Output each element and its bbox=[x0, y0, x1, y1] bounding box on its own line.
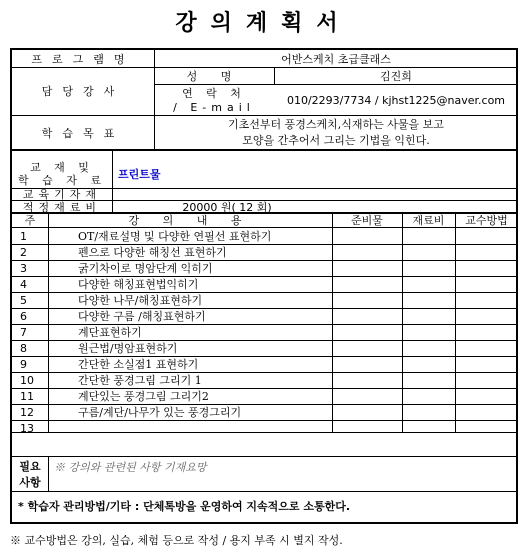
schedule-content-cell: 펜으로 다양한 해칭선 표현하기 bbox=[78, 246, 227, 259]
materials-label-2: 학 습 자 료 bbox=[18, 174, 106, 187]
instructor-name-label: 성 명 bbox=[186, 70, 242, 83]
schedule-week-cell: 1 bbox=[20, 229, 27, 243]
page-title: 강의계획서 bbox=[175, 11, 352, 36]
materials-label-1: 교 재 및 bbox=[30, 160, 94, 173]
schedule-header-teaching-method: 교수방법 bbox=[465, 214, 508, 227]
materials-value: 프린트물 bbox=[118, 167, 161, 181]
schedule-content-cell bbox=[48, 420, 332, 436]
footnote: ※ 교수방법은 강의, 실습, 체험 등으로 작성 / 용지 부족 시 별지 작성. bbox=[10, 534, 343, 547]
required-label-1: 필요 bbox=[19, 460, 41, 473]
goal-label: 학습목표 bbox=[41, 126, 125, 140]
fee-value: 20000 원( 12 회) bbox=[182, 200, 272, 213]
schedule-week-cell: 10 bbox=[20, 373, 34, 387]
instructor-contact-value: 010/2293/7734 / kjhst1225@naver.com bbox=[286, 93, 506, 107]
program-value: 어반스케치 초급클래스 bbox=[281, 52, 391, 66]
instructor-name-value: 김진희 bbox=[380, 70, 412, 83]
schedule-content-cell: 계단있는 풍경그림 그리기2 bbox=[78, 390, 209, 403]
equipment-value bbox=[112, 188, 518, 200]
management-note: * 학습자 관리방법/기타 : 단체톡방을 운영하여 지속적으로 소통한다. bbox=[18, 500, 351, 513]
schedule-header-week: 주 bbox=[24, 214, 36, 227]
schedule-header-supplies: 준비물 bbox=[351, 214, 383, 227]
lecture-plan-table bbox=[10, 48, 518, 524]
schedule-week-cell: 2 bbox=[20, 245, 27, 259]
instructor-email-label: / E-mail bbox=[173, 101, 255, 114]
schedule-content-cell: 굵기차이로 명암단계 익히기 bbox=[78, 262, 213, 275]
schedule-week-cell: 7 bbox=[20, 325, 27, 339]
schedule-content-cell: 원근법/명암표현하기 bbox=[78, 342, 178, 355]
schedule-header-material-cost: 재료비 bbox=[412, 214, 445, 227]
schedule-content-cell: 다양한 나무/해칭표현하기 bbox=[78, 294, 203, 307]
schedule-week-cell: 13 bbox=[20, 421, 34, 435]
schedule-week-cell: 4 bbox=[20, 277, 27, 291]
fee-label: 적정재료비 bbox=[22, 200, 102, 213]
schedule-header-content: 강 의 내 용 bbox=[128, 214, 252, 227]
instructor-contact-label: 연 락 처 bbox=[182, 86, 246, 100]
schedule-week-cell: 3 bbox=[20, 261, 27, 275]
schedule-content-cell: OT/재료설명 및 다양한 연필선 표현하기 bbox=[78, 230, 272, 243]
schedule-content-cell: 간단한 소실점1 표현하기 bbox=[78, 358, 199, 371]
schedule-content-cell: 구름/계단/나무가 있는 풍경그리기 bbox=[78, 406, 242, 419]
goal-line-1: 기초선부터 풍경스케치,식재하는 사물을 보고 bbox=[228, 118, 444, 131]
instructor-label: 담당강사 bbox=[41, 85, 125, 98]
required-label-2: 사항 bbox=[19, 476, 41, 489]
schedule-week-cell: 6 bbox=[20, 309, 27, 323]
program-label: 프로그램명 bbox=[31, 52, 135, 66]
schedule-week-cell: 11 bbox=[20, 389, 34, 403]
schedule-content-cell: 다양한 해칭표현법익히기 bbox=[78, 278, 199, 291]
goal-line-2: 모양을 간추어서 그리는 기법을 익힌다. bbox=[242, 134, 430, 147]
schedule-content-cell: 간단한 풍경그림 그리기 1 bbox=[78, 374, 202, 387]
equipment-label: 교육기자재 bbox=[22, 188, 102, 200]
schedule-week-cell: 9 bbox=[20, 357, 27, 371]
schedule-content-cell: 계단표현하기 bbox=[78, 326, 142, 339]
required-value: ※ 강의와 관련된 사항 기재요망 bbox=[54, 461, 207, 474]
schedule-week-cell: 12 bbox=[20, 405, 34, 419]
schedule-week-cell: 5 bbox=[20, 293, 27, 307]
schedule-week-cell: 8 bbox=[20, 341, 27, 355]
schedule-content-cell: 다양한 구름 /해칭표현하기 bbox=[78, 310, 206, 323]
